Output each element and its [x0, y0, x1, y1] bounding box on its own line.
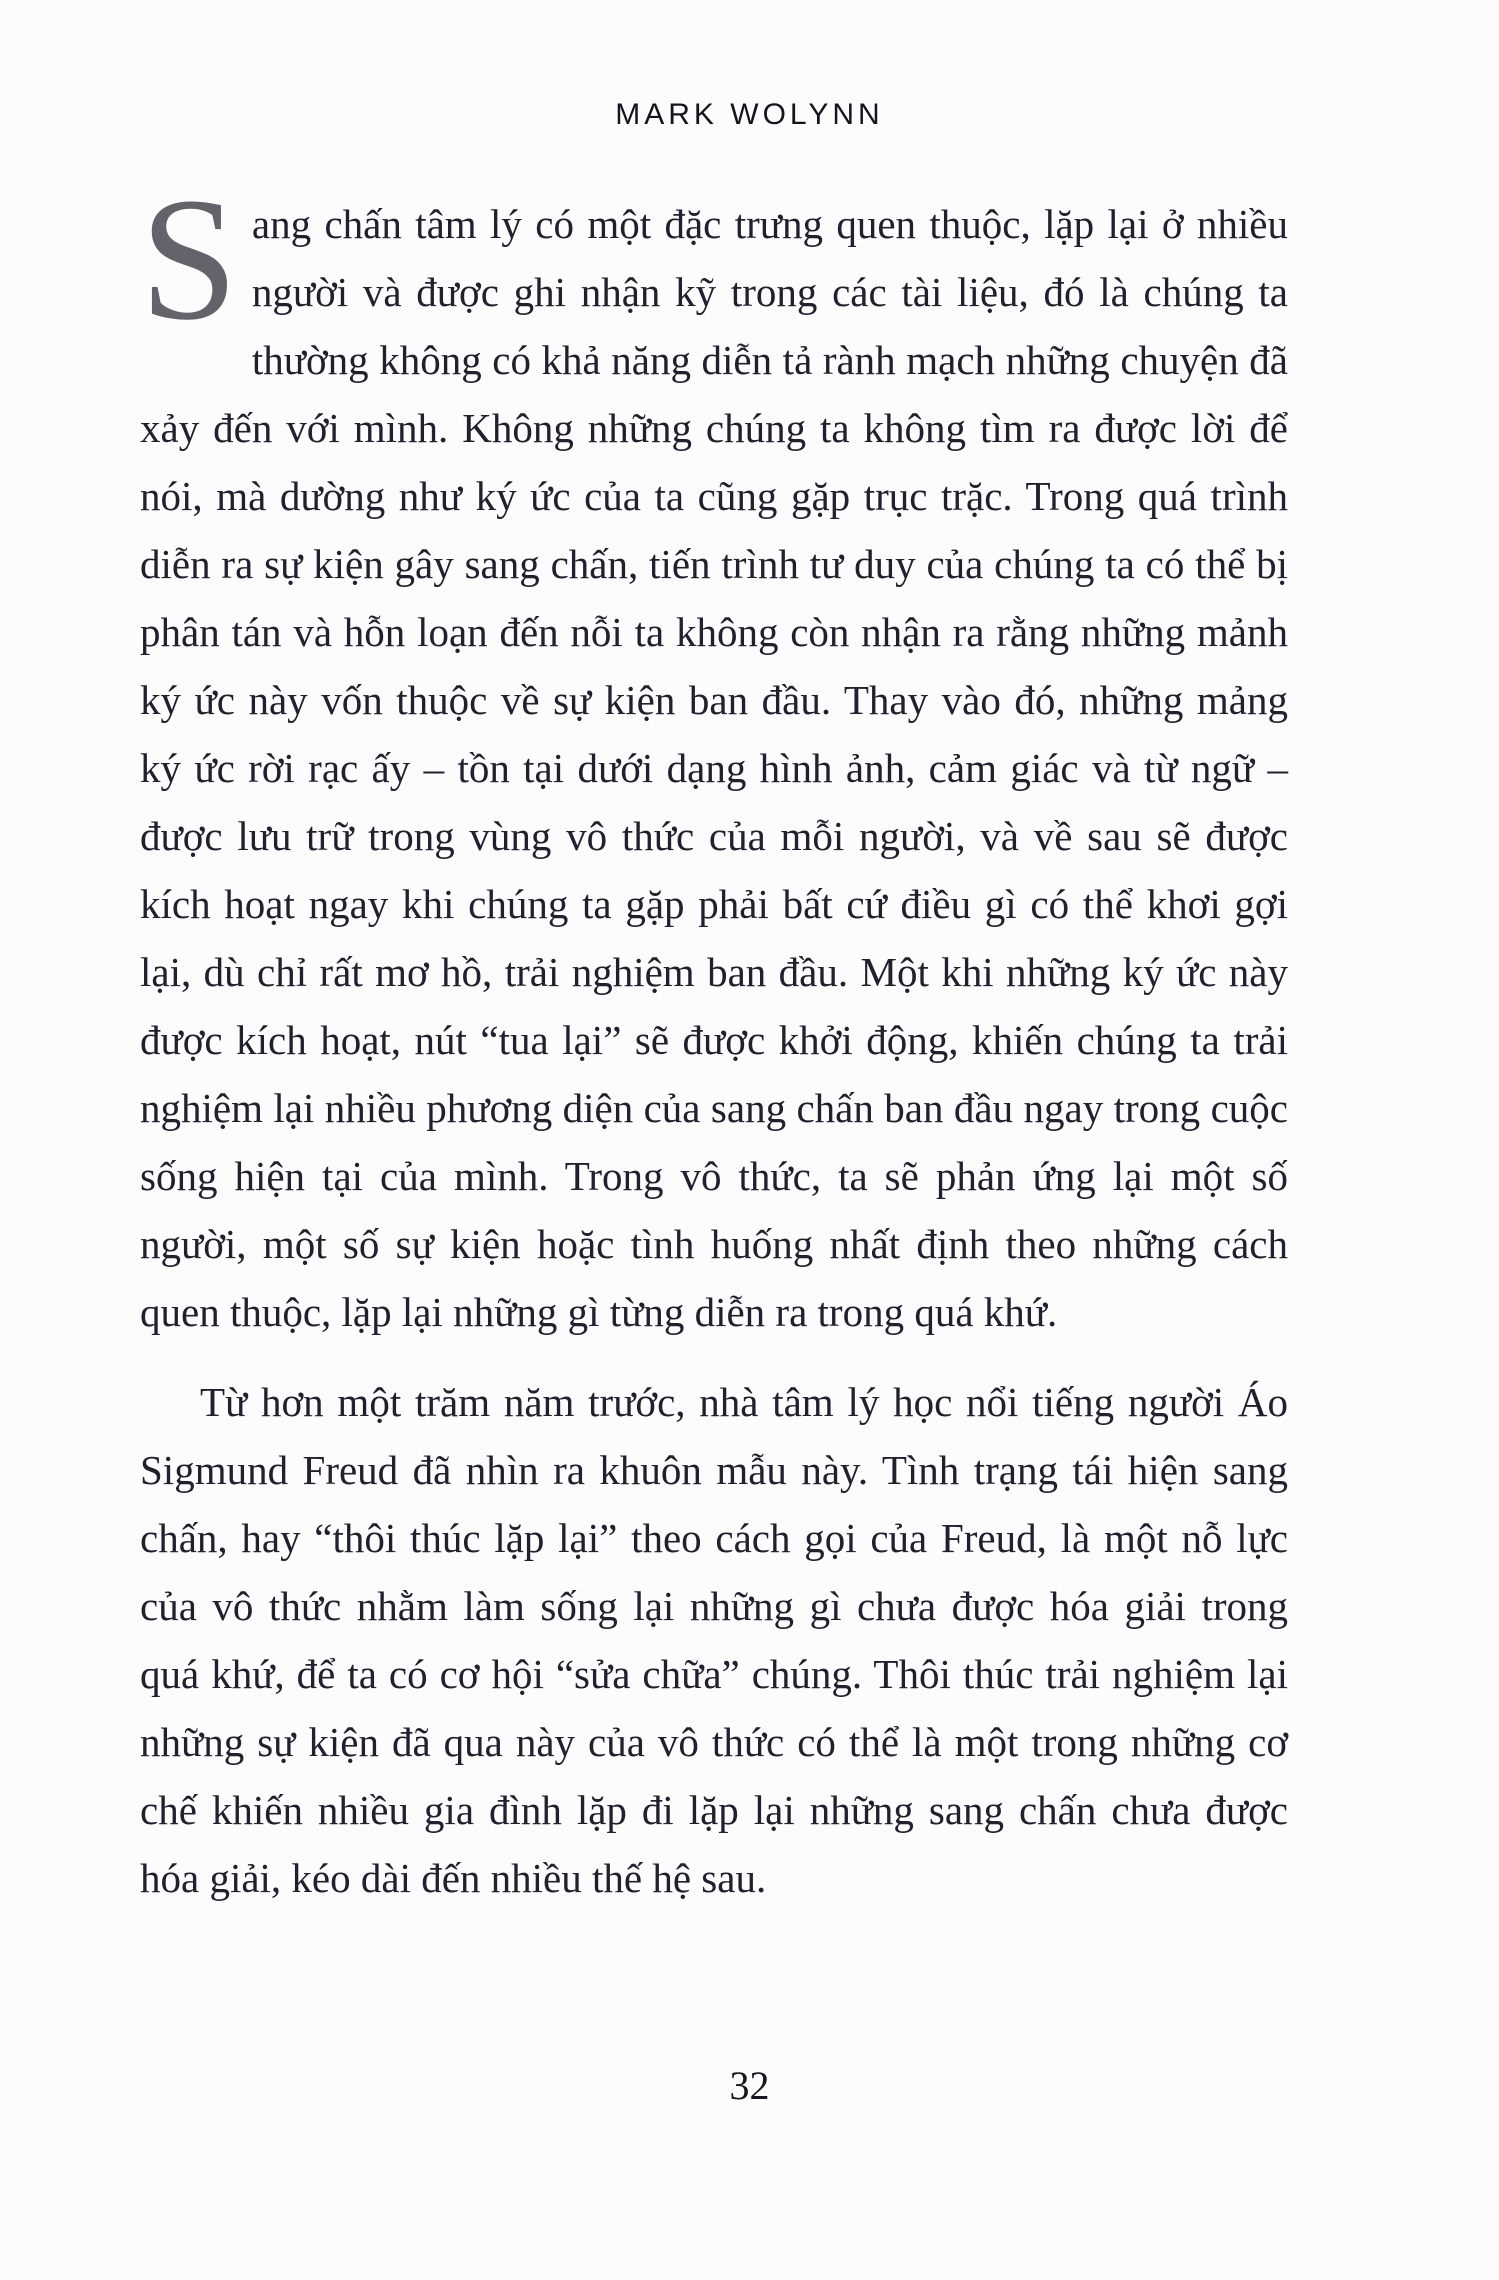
running-header: MARK WOLYNN [615, 98, 884, 131]
page-number: 32 [729, 2063, 770, 2108]
paragraph-freud: Từ hơn một trăm năm trước, nhà tâm lý học nổi tiếng người Áo Sigmund Freud đã nhìn ra khuôn mẫu này. Tình trạng tái hiện sang chấn, hay “thôi thúc lặp lại” theo cách gọi của Freud, là một nỗ lực của vô thức nhằm làm sống lại những gì chưa được hóa giải trong quá khứ, để ta có cơ hội “sửa chữa” chúng. Thôi thúc trải nghiệm lại những sự kiện đã qua này của vô thức có thể là một trong những cơ chế khiến nhiều gia đình lặp đi lặp lại những sang chấn chưa được hóa giải, kéo dài đến nhiều thế hệ sau. [140, 1379, 1288, 1901]
text-block [140, 162, 1288, 1912]
drop-cap: S [140, 162, 238, 357]
paragraph-opening [140, 162, 1288, 1346]
paragraph-opening-text: ang chấn tâm lý có một đặc trưng quen thuộc, lặp lại ở nhiều người và được ghi nhận kỹ trong các tài liệu, đó là chúng ta thường không có khả năng diễn tả rành mạch những chuyện đã xảy đến với mình. Không những chúng ta không tìm ra được lời để nói, mà dường như ký ức của ta cũng gặp trục trặc. Trong quá trình diễn ra sự kiện gây sang chấn, tiến trình tư duy của chúng ta có thể bị phân tán và hỗn loạn đến nỗi ta không còn nhận ra rằng những mảnh ký ức này vốn thuộc về sự kiện ban đầu. Thay vào đó, những mảng ký ức rời rạc ấy – tồn tại dưới dạng hình ảnh, cảm giác và từ ngữ – được lưu trữ trong vùng vô thức của mỗi người, và về sau sẽ được kích hoạt ngay khi chúng ta gặp phải bất cứ điều gì có thể khơi gợi lại, dù chỉ rất mơ hồ, trải nghiệm ban đầu. Một khi những ký ức này được kích hoạt, nút “tua lại” sẽ được khởi động, khiến chúng ta trải nghiệm lại nhiều phương diện của sang chấn ban đầu ngay trong cuộc sống hiện tại của mình. Trong vô thức, ta sẽ phản ứng lại một số người, một số sự kiện hoặc tình huống nhất định theo những cách quen thuộc, lặp lại những gì từng diễn ra trong quá khứ. [140, 201, 1288, 1335]
